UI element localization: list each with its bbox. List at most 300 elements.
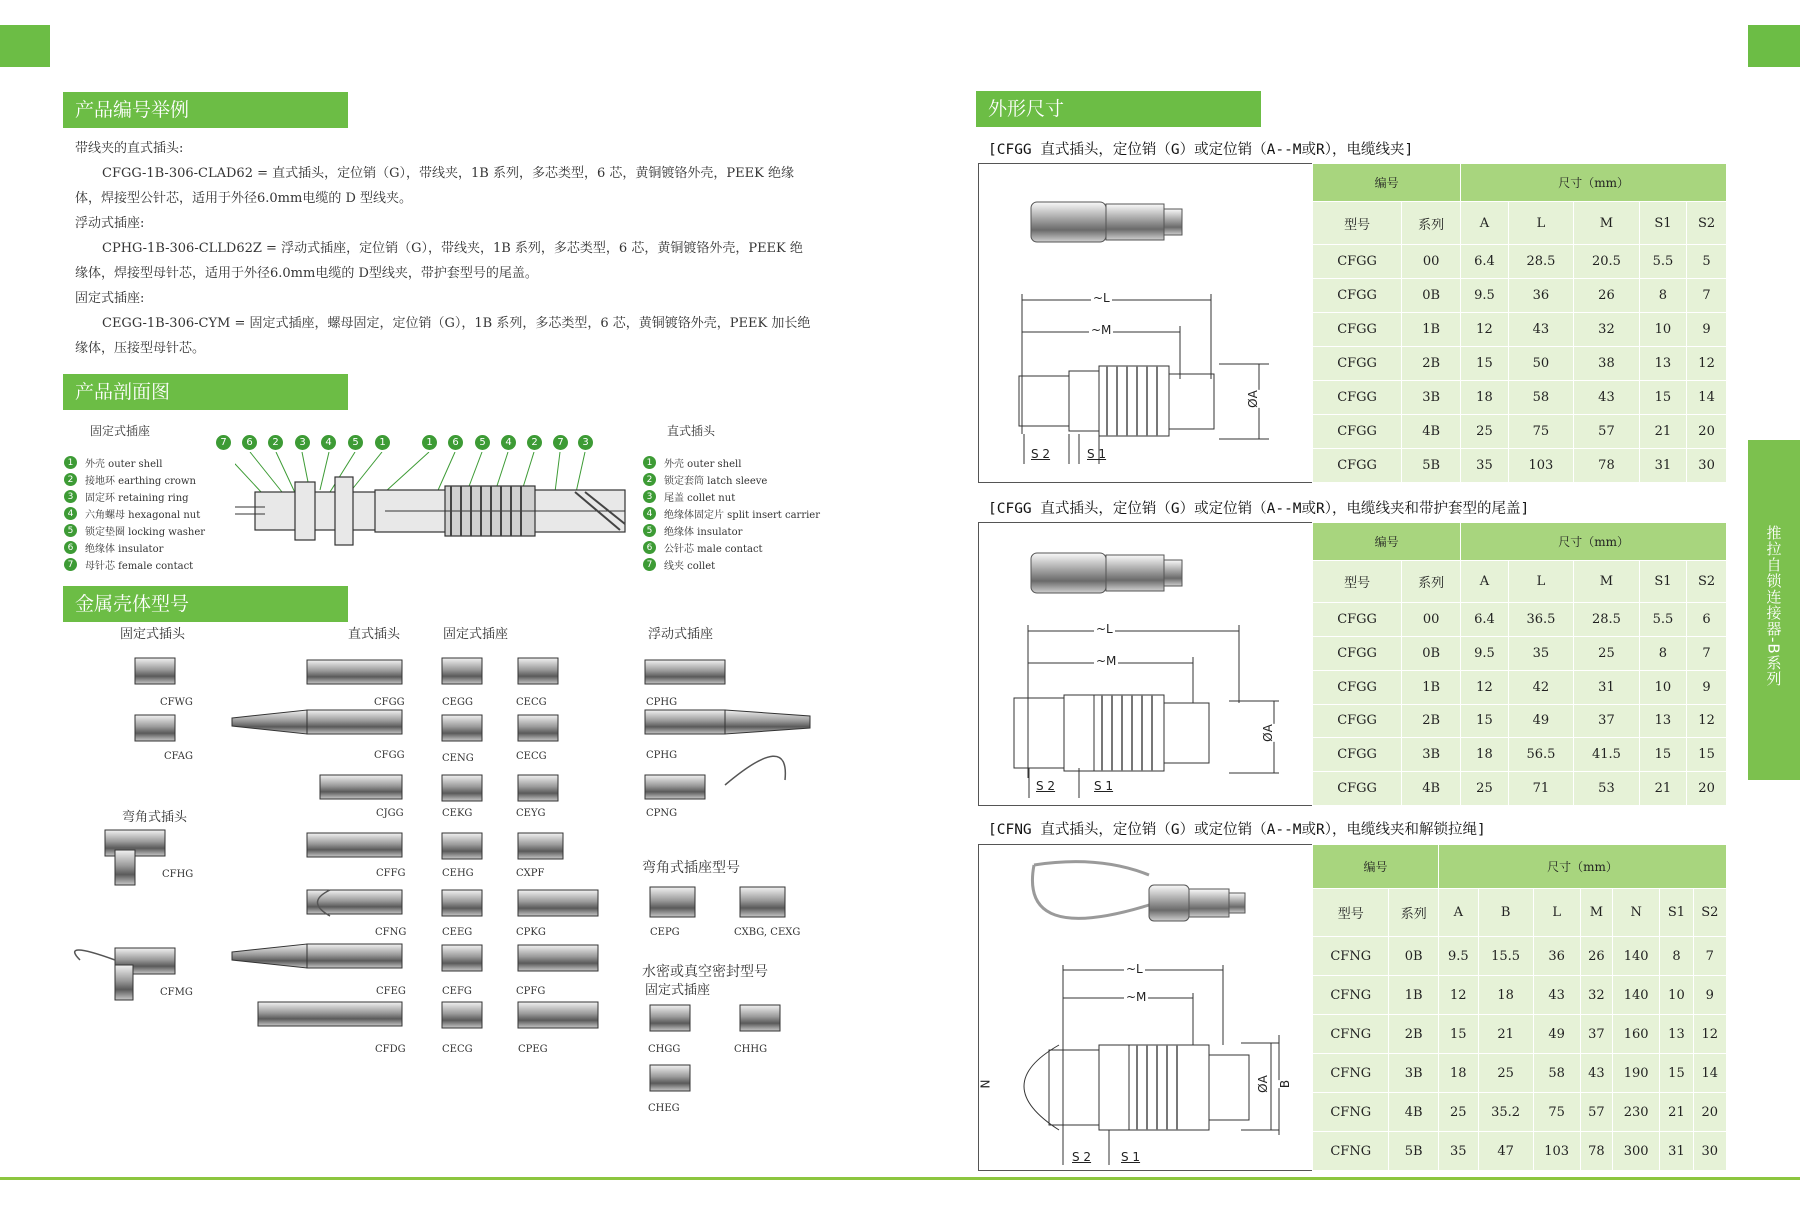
table-cell: 43 <box>1533 976 1580 1015</box>
column-header: 型号 <box>1313 561 1402 603</box>
section-title-dimensions: 外形尺寸 <box>976 91 1261 127</box>
group-title-angled-socket: 弯角式插座型号 <box>642 860 740 876</box>
column-header: N <box>1612 888 1659 937</box>
column-header: M <box>1574 202 1640 245</box>
table-cell: 9 <box>1687 312 1727 346</box>
table-cell: CFGG <box>1313 414 1402 448</box>
part-label: CECG <box>442 1044 473 1055</box>
table-cell: 15.5 <box>1478 937 1533 976</box>
table-cell: CFGG <box>1313 244 1402 278</box>
callout-bubble: 5 <box>475 435 490 450</box>
table-cell: 103 <box>1508 448 1574 482</box>
table-row <box>1313 1093 1727 1132</box>
table-cell: CFGG <box>1313 738 1402 772</box>
table-group-header: 尺寸（mm） <box>1438 845 1726 889</box>
part-label: CXPF <box>516 868 545 879</box>
table-group-header: 编号 <box>1313 523 1461 561</box>
table-cell: CFNG <box>1313 1093 1389 1132</box>
table-cell: 3B <box>1402 380 1461 414</box>
table-cell: 12 <box>1687 704 1727 738</box>
dimension-label: S 1 <box>1121 1150 1141 1164</box>
table-cell: 13 <box>1639 346 1686 380</box>
table-cell: CFGG <box>1313 704 1402 738</box>
table-cell: 6.4 <box>1461 603 1508 637</box>
cross-section-drawing <box>235 452 630 562</box>
table-cell: 47 <box>1478 1132 1533 1171</box>
table-cell: 12 <box>1687 346 1727 380</box>
table-cell: 3B <box>1402 738 1461 772</box>
callout-bubble: 6 <box>448 435 463 450</box>
legend-number: 4 <box>64 507 77 520</box>
legend-item <box>64 471 205 488</box>
legend-number: 6 <box>64 541 77 554</box>
callout-bubble: 6 <box>242 435 257 450</box>
part-label: CFAG <box>164 751 193 762</box>
table-cell: CFNG <box>1313 1132 1389 1171</box>
table-cell: 71 <box>1508 772 1574 806</box>
table-cell: 4B <box>1402 772 1461 806</box>
column-header: M <box>1580 888 1612 937</box>
table-cell: 30 <box>1693 1132 1726 1171</box>
dimension-table <box>1312 163 1727 483</box>
part-label: CECG <box>516 697 547 708</box>
part-label: CJGG <box>376 808 404 819</box>
legend-item <box>64 488 205 505</box>
table-row <box>1313 670 1727 704</box>
bottom-rule <box>0 1177 1800 1180</box>
table-cell: CFNG <box>1313 1054 1389 1093</box>
table-cell: 78 <box>1574 448 1640 482</box>
legend-item <box>64 556 205 573</box>
legend-text: 外壳 outer shell <box>664 459 742 470</box>
table-cell: 2B <box>1389 1015 1438 1054</box>
table-cell: 25 <box>1574 637 1640 671</box>
dimension-label: ~M <box>1091 323 1112 337</box>
table-cell: 9.5 <box>1438 937 1478 976</box>
table-cell: 35 <box>1461 448 1508 482</box>
legend-text: 锁定垫圈 locking washer <box>85 527 206 538</box>
table-cell: 160 <box>1612 1015 1659 1054</box>
legend-item <box>643 556 820 573</box>
table-cell: 26 <box>1580 937 1612 976</box>
table-cell: 4B <box>1402 414 1461 448</box>
part-label: CEKG <box>442 808 473 819</box>
table-cell: CFNG <box>1313 976 1389 1015</box>
table-cell: 35 <box>1508 637 1574 671</box>
example-text: CFGG-1B-306-CLAD62 = 直式插头，定位销（G），带线夹，1B 系列，多芯类型，6 芯，黄铜镀铬外壳，PEEK 绝缘体，焊接型公针芯，适用于外径6.0mm电缆的 D 型线夹。 <box>75 166 794 206</box>
part-label: CXBG, CEXG <box>734 927 801 938</box>
part-label: CEHG <box>442 868 474 879</box>
section-title-numbering: 产品编号举例 <box>63 92 348 128</box>
table-row <box>1313 1132 1727 1171</box>
table-cell: 00 <box>1402 603 1461 637</box>
table-title: [CFGG 直式插头，定位销（G）或定位销（A--M或R），电缆线夹] <box>988 142 1414 158</box>
column-header: 系列 <box>1402 561 1461 603</box>
table-cell: 21 <box>1660 1093 1693 1132</box>
group-title-straight-plug: 直式插头 <box>348 627 401 642</box>
cross-section-left-label: 固定式插座 <box>90 424 151 438</box>
group-title-fixed-socket: 固定式插座 <box>443 627 509 642</box>
table-cell: 43 <box>1508 312 1574 346</box>
column-header: S1 <box>1660 888 1693 937</box>
table-cell: 300 <box>1612 1132 1659 1171</box>
table-title: [CFGG 直式插头，定位销（G）或定位销（A--M或R），电缆线夹和带护套型的尾盖] <box>988 501 1530 517</box>
legend-straight-plug <box>643 454 820 573</box>
part-label: CPNG <box>646 808 678 819</box>
column-header: S2 <box>1687 202 1727 245</box>
table-cell: 20 <box>1693 1093 1726 1132</box>
dimension-label: ~M <box>1096 654 1117 668</box>
table-cell: 28.5 <box>1574 603 1640 637</box>
table-group-header: 尺寸（mm） <box>1461 523 1727 561</box>
legend-number: 3 <box>64 490 77 503</box>
dimension-label: S 1 <box>1094 779 1114 793</box>
part-label: CPHG <box>646 697 678 708</box>
table-title: [CFNG 直式插头，定位销（G）或定位销（A--M或R），电缆线夹和解锁拉绳] <box>988 822 1486 838</box>
table-row <box>1313 637 1727 671</box>
part-label: CEEG <box>442 927 473 938</box>
example-heading: 固定式插座: <box>75 291 145 306</box>
table-cell: CFGG <box>1313 772 1402 806</box>
legend-text: 外壳 outer shell <box>85 459 163 470</box>
dimension-label: ~L <box>1093 291 1110 305</box>
legend-item <box>643 488 820 505</box>
section-title-cross-section: 产品剖面图 <box>63 374 348 410</box>
dimension-label: ØA <box>1260 724 1275 742</box>
legend-number: 5 <box>643 524 656 537</box>
table-cell: 32 <box>1574 312 1640 346</box>
callout-bubble: 3 <box>578 435 593 450</box>
part-label: CFGG <box>374 750 405 761</box>
table-cell: 5 <box>1687 244 1727 278</box>
legend-text: 六角螺母 hexagonal nut <box>85 510 201 521</box>
table-cell: 7 <box>1693 937 1726 976</box>
part-label: CHGG <box>648 1044 681 1055</box>
group-title-fixed-plug: 固定式插头 <box>120 627 186 642</box>
callout-bubble: 2 <box>527 435 542 450</box>
table-row <box>1313 448 1727 482</box>
table-row <box>1313 380 1727 414</box>
dimension-label: N <box>978 1079 993 1089</box>
table-cell: 9 <box>1687 670 1727 704</box>
column-header: S1 <box>1639 561 1686 603</box>
table-row <box>1313 603 1727 637</box>
column-header: A <box>1461 561 1508 603</box>
table-cell: 13 <box>1660 1015 1693 1054</box>
part-label: CENG <box>442 753 474 764</box>
column-header: L <box>1508 202 1574 245</box>
column-header: S1 <box>1639 202 1686 245</box>
corner-mark-right <box>1748 25 1800 67</box>
legend-number: 3 <box>643 490 656 503</box>
table-cell: 25 <box>1461 772 1508 806</box>
table-cell: 37 <box>1574 704 1640 738</box>
legend-text: 绝缘体 insulator <box>85 544 164 555</box>
table-cell: CFGG <box>1313 637 1402 671</box>
table-cell: 21 <box>1639 414 1686 448</box>
table-cell: CFGG <box>1313 380 1402 414</box>
column-header: L <box>1533 888 1580 937</box>
legend-text: 绝缘体 insulator <box>664 527 743 538</box>
part-label: CEPG <box>650 927 680 938</box>
part-label: CFDG <box>375 1044 406 1055</box>
table-row <box>1313 1015 1727 1054</box>
table-cell: 25 <box>1461 414 1508 448</box>
dimension-label: ~L <box>1096 622 1113 636</box>
table-cell: 1B <box>1389 976 1438 1015</box>
table-cell: 32 <box>1580 976 1612 1015</box>
table-row <box>1313 704 1727 738</box>
table-cell: 5B <box>1402 448 1461 482</box>
example-heading: 浮动式插座: <box>75 216 145 231</box>
example-text: CEGG-1B-306-CYM = 固定式插座，螺母固定，定位销（G），1B 系列，多芯类型，6 芯，黄铜镀铬外壳，PEEK 加长绝缘体，压接型母针芯。 <box>75 316 811 356</box>
part-label: CFWG <box>160 697 193 708</box>
table-cell: 6 <box>1687 603 1727 637</box>
table-cell: 36.5 <box>1508 603 1574 637</box>
part-label: CFHG <box>162 869 194 880</box>
side-tab-series: 推拉自锁连接器-B系列 <box>1748 440 1800 780</box>
column-header: 型号 <box>1313 202 1402 245</box>
part-label: CFMG <box>160 987 193 998</box>
part-label: CEGG <box>442 697 473 708</box>
part-label: CHHG <box>734 1044 768 1055</box>
column-header: A <box>1461 202 1508 245</box>
dimension-label: B <box>1278 1079 1293 1089</box>
legend-text: 接地环 earthing crown <box>85 476 196 487</box>
table-cell: 13 <box>1639 704 1686 738</box>
section-title-shell-models: 金属壳体型号 <box>63 586 348 622</box>
legend-number: 1 <box>643 456 656 469</box>
column-header: 系列 <box>1402 202 1461 245</box>
table-cell: 14 <box>1687 380 1727 414</box>
callout-bubble: 1 <box>422 435 437 450</box>
table-group-header: 尺寸（mm） <box>1461 164 1727 202</box>
table-cell: 25 <box>1478 1054 1533 1093</box>
column-header: L <box>1508 561 1574 603</box>
table-cell: 9.5 <box>1461 278 1508 312</box>
table-cell: 21 <box>1478 1015 1533 1054</box>
table-cell: 75 <box>1533 1093 1580 1132</box>
table-row <box>1313 1054 1727 1093</box>
callout-bubble: 4 <box>501 435 516 450</box>
part-label: CPFG <box>516 986 546 997</box>
table-cell: 15 <box>1639 738 1686 772</box>
legend-item <box>64 539 205 556</box>
table-cell: 12 <box>1461 312 1508 346</box>
table-cell: CFGG <box>1313 670 1402 704</box>
example-text: CPHG-1B-306-CLLD62Z = 浮动式插座，定位销（G），带线夹，1B 系列，多芯类型，6 芯，黄铜镀铬外壳，PEEK 绝缘体，焊接型母针芯，适用于外径6.0mm电缆的 D型线夹，带护套型号的尾盖。 <box>75 241 803 281</box>
part-label: CFEG <box>376 986 406 997</box>
table-cell: 43 <box>1574 380 1640 414</box>
table-cell: 31 <box>1639 448 1686 482</box>
dimension-label: S 1 <box>1087 447 1107 461</box>
column-header: B <box>1478 888 1533 937</box>
example-heading: 带线夹的直式插头: <box>75 141 184 156</box>
part-label: CFFG <box>376 868 406 879</box>
table-cell: 0B <box>1389 937 1438 976</box>
legend-item <box>643 522 820 539</box>
table-cell: 35 <box>1438 1132 1478 1171</box>
table-cell: 5B <box>1389 1132 1438 1171</box>
table-cell: 57 <box>1574 414 1640 448</box>
part-label: CEYG <box>516 808 546 819</box>
legend-text: 母针芯 female contact <box>85 561 194 572</box>
table-cell: 75 <box>1508 414 1574 448</box>
connector-drawing <box>979 523 1314 805</box>
legend-number: 4 <box>643 507 656 520</box>
table-cell: CFGG <box>1313 312 1402 346</box>
callout-bubble: 7 <box>216 435 231 450</box>
table-cell: 8 <box>1660 937 1693 976</box>
table-cell: CFGG <box>1313 278 1402 312</box>
table-cell: 15 <box>1461 346 1508 380</box>
table-cell: 9 <box>1693 976 1726 1015</box>
table-row <box>1313 772 1727 806</box>
column-header: M <box>1574 561 1640 603</box>
dimension-label: S 2 <box>1072 1150 1092 1164</box>
legend-number: 5 <box>64 524 77 537</box>
table-cell: 18 <box>1461 380 1508 414</box>
table-cell: 30 <box>1687 448 1727 482</box>
group-title-sealed-fixed-socket: 固定式插座 <box>645 983 711 998</box>
callout-bubble: 5 <box>348 435 363 450</box>
table-cell: 5.5 <box>1639 603 1686 637</box>
column-header: A <box>1438 888 1478 937</box>
table-cell: 12 <box>1693 1015 1726 1054</box>
table-cell: 3B <box>1389 1054 1438 1093</box>
dimension-label: ØA <box>1245 390 1260 408</box>
part-label: CHEG <box>648 1103 680 1114</box>
table-cell: 20 <box>1687 414 1727 448</box>
table-cell: 103 <box>1533 1132 1580 1171</box>
legend-text: 绝缘体固定片 split insert carrier <box>664 510 820 521</box>
column-header: 系列 <box>1389 888 1438 937</box>
legend-number: 6 <box>643 541 656 554</box>
table-cell: CFGG <box>1313 346 1402 380</box>
table-cell: 20 <box>1687 772 1727 806</box>
table-row <box>1313 738 1727 772</box>
table-cell: CFNG <box>1313 937 1389 976</box>
table-row <box>1313 346 1727 380</box>
table-cell: 2B <box>1402 346 1461 380</box>
table-cell: 58 <box>1508 380 1574 414</box>
legend-item <box>64 522 205 539</box>
numbering-examples <box>75 136 815 361</box>
legend-text: 锁定套筒 latch sleeve <box>664 476 768 487</box>
table-row <box>1313 312 1727 346</box>
table-cell: 31 <box>1660 1132 1693 1171</box>
dimension-table <box>1312 844 1727 1171</box>
legend-item <box>643 539 820 556</box>
table-cell: 8 <box>1639 637 1686 671</box>
table-cell: 42 <box>1508 670 1574 704</box>
table-cell: 50 <box>1508 346 1574 380</box>
part-label: CFNG <box>375 927 407 938</box>
callout-bubble: 2 <box>268 435 283 450</box>
table-cell: 0B <box>1402 278 1461 312</box>
dimension-label: ~M <box>1126 990 1147 1004</box>
legend-fixed-socket <box>64 454 205 573</box>
group-title-sealed: 水密或真空密封型号 <box>642 964 768 980</box>
table-cell: 140 <box>1612 976 1659 1015</box>
part-label: CPKG <box>516 927 546 938</box>
table-cell: 15 <box>1639 380 1686 414</box>
table-row <box>1313 244 1727 278</box>
table-cell: 35.2 <box>1478 1093 1533 1132</box>
callout-bubble: 1 <box>375 435 390 450</box>
table-cell: 10 <box>1639 312 1686 346</box>
table-cell: 1B <box>1402 670 1461 704</box>
table-cell: 18 <box>1438 1054 1478 1093</box>
dimension-label: ØA <box>1255 1075 1270 1093</box>
table-cell: 12 <box>1438 976 1478 1015</box>
table-cell: 21 <box>1639 772 1686 806</box>
legend-number: 2 <box>64 473 77 486</box>
table-cell: 58 <box>1533 1054 1580 1093</box>
table-cell: 15 <box>1660 1054 1693 1093</box>
table-row <box>1313 414 1727 448</box>
part-label: CEFG <box>442 986 472 997</box>
table-cell: 28.5 <box>1508 244 1574 278</box>
part-label: CPEG <box>518 1044 548 1055</box>
column-header: S2 <box>1687 561 1727 603</box>
table-cell: 36 <box>1508 278 1574 312</box>
connector-drawing <box>979 845 1314 1170</box>
legend-item <box>643 471 820 488</box>
legend-text: 公针芯 male contact <box>664 544 763 555</box>
table-cell: 14 <box>1693 1054 1726 1093</box>
table-cell: 57 <box>1580 1093 1612 1132</box>
table-cell: 8 <box>1639 278 1686 312</box>
table-row <box>1313 976 1727 1015</box>
dimension-label: ~L <box>1126 962 1143 976</box>
dimension-table <box>1312 522 1727 806</box>
group-title-angled-plug: 弯角式插头 <box>122 810 188 825</box>
legend-text: 固定环 retaining ring <box>85 493 189 504</box>
callout-bubble: 4 <box>321 435 336 450</box>
legend-text: 线夹 collet <box>664 561 716 572</box>
dimension-label: S 2 <box>1031 447 1051 461</box>
table-cell: CFGG <box>1313 448 1402 482</box>
callout-bubble: 3 <box>295 435 310 450</box>
table-cell: 230 <box>1612 1093 1659 1132</box>
table-cell: 36 <box>1533 937 1580 976</box>
table-cell: 18 <box>1461 738 1508 772</box>
legend-number: 7 <box>643 558 656 571</box>
table-cell: 15 <box>1461 704 1508 738</box>
table-cell: 9.5 <box>1461 637 1508 671</box>
table-cell: 53 <box>1574 772 1640 806</box>
legend-number: 2 <box>643 473 656 486</box>
table-cell: 12 <box>1461 670 1508 704</box>
table-cell: 26 <box>1574 278 1640 312</box>
table-cell: 38 <box>1574 346 1640 380</box>
cross-section-right-label: 直式插头 <box>667 424 716 438</box>
table-cell: 49 <box>1508 704 1574 738</box>
table-cell: 2B <box>1402 704 1461 738</box>
corner-mark-left <box>0 25 50 67</box>
table-cell: 190 <box>1612 1054 1659 1093</box>
column-header: S2 <box>1693 888 1726 937</box>
legend-item <box>643 505 820 522</box>
part-label: CECG <box>516 751 547 762</box>
table-cell: 7 <box>1687 637 1727 671</box>
table-cell: 6.4 <box>1461 244 1508 278</box>
table-row <box>1313 937 1727 976</box>
group-title-floating-socket: 浮动式插座 <box>648 627 714 642</box>
table-cell: 00 <box>1402 244 1461 278</box>
legend-item <box>643 454 820 471</box>
